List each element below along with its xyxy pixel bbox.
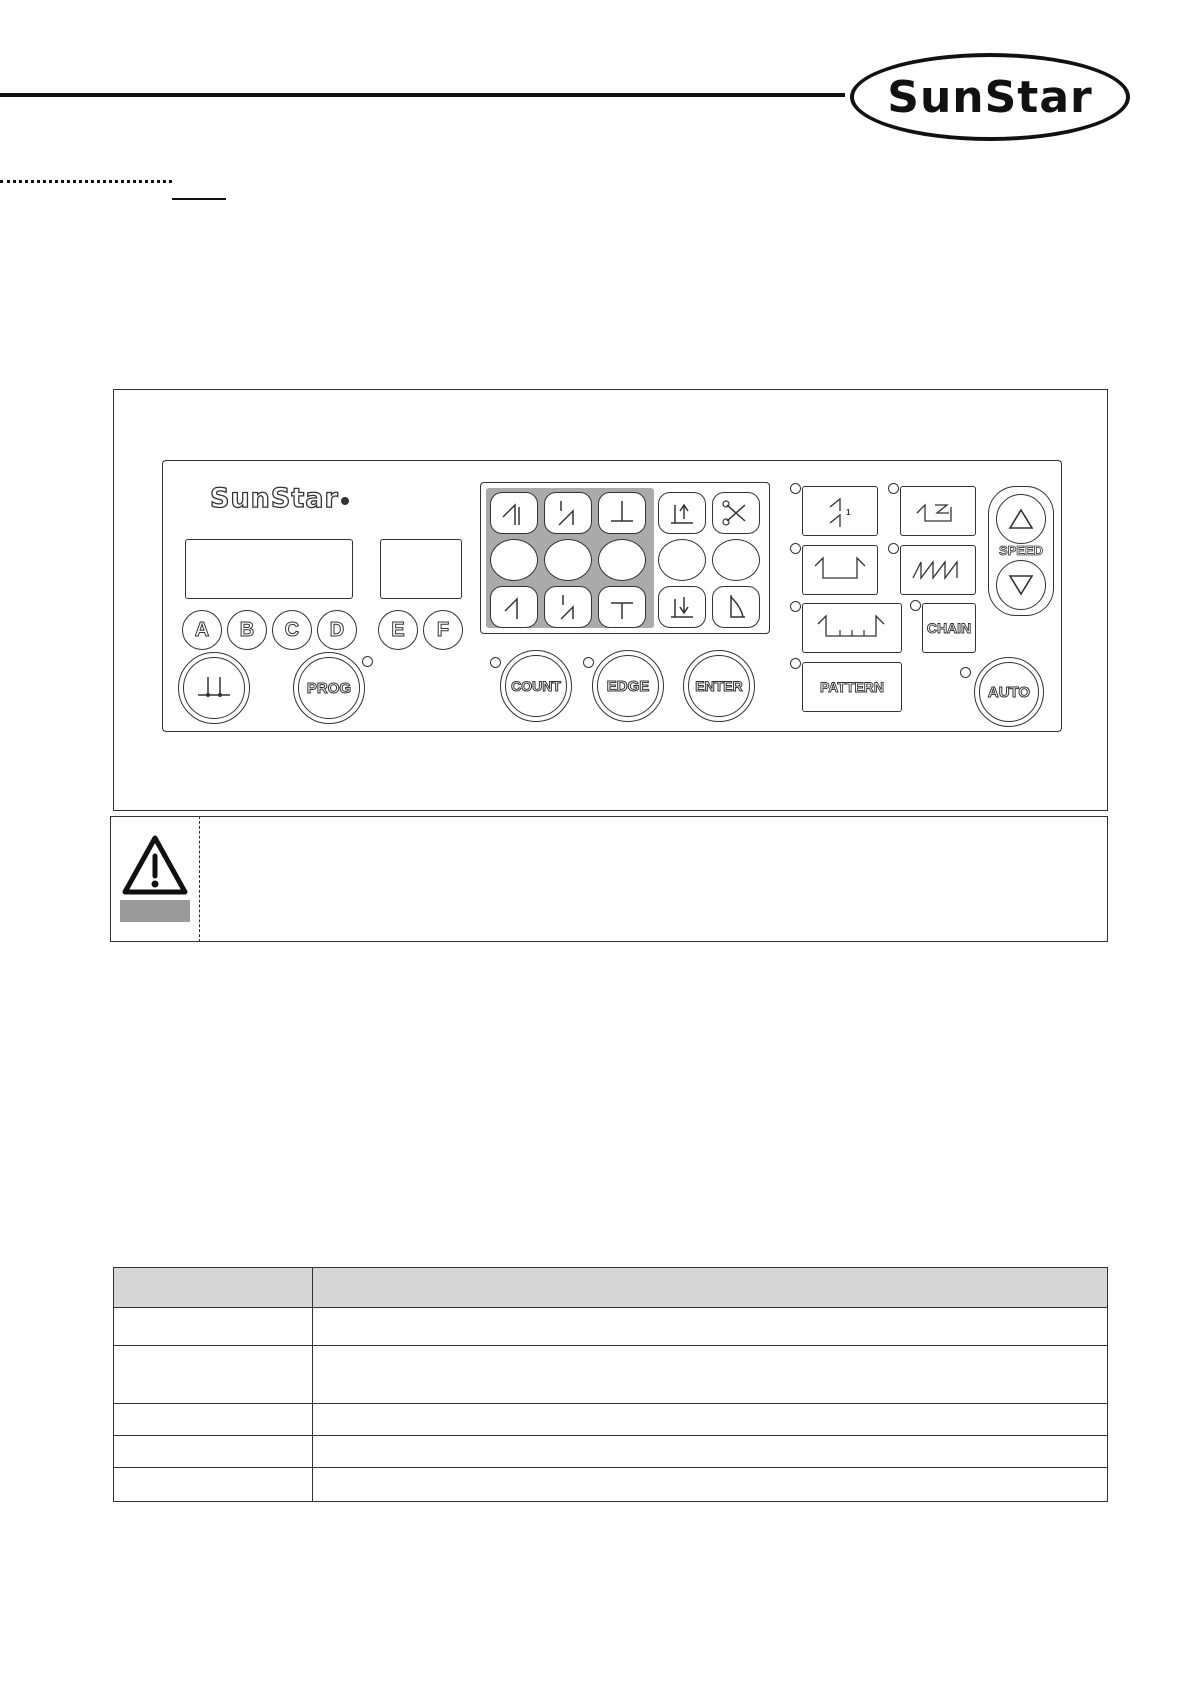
pattern-continuous-icon (905, 550, 971, 590)
table-row (114, 1436, 1108, 1468)
table-header-row (114, 1268, 1108, 1308)
data-table (113, 1267, 1108, 1502)
table-row (114, 1308, 1108, 1346)
blank-key-1[interactable] (490, 539, 538, 581)
triangle-down-icon (1007, 573, 1035, 597)
sub-display (380, 539, 462, 599)
presser-foot-down-icon (665, 591, 699, 623)
table-header-cell (313, 1268, 1108, 1308)
table-row (114, 1404, 1108, 1436)
presser-foot-up-key[interactable] (658, 492, 706, 534)
pattern-key-continuous[interactable] (900, 545, 976, 595)
triangle-up-icon (1007, 507, 1035, 531)
panel-logo: SunStar (210, 483, 339, 514)
main-display (185, 539, 353, 599)
prog-led (362, 656, 373, 667)
needle-double-icon (192, 671, 236, 705)
button-f[interactable]: F (423, 610, 463, 650)
pattern-key-zigzag-box[interactable] (900, 486, 976, 536)
needle-up-icon (605, 591, 639, 623)
needle-down-icon (605, 497, 639, 529)
caution-label-bar (120, 900, 190, 922)
table-cell (114, 1404, 313, 1436)
auto-led (960, 667, 971, 678)
section-underline (172, 198, 226, 200)
speed-down-button[interactable] (996, 560, 1046, 610)
pattern-led-3 (790, 601, 801, 612)
blank-key-3[interactable] (598, 539, 646, 581)
button-a[interactable]: A (182, 610, 222, 650)
table-cell (114, 1346, 313, 1404)
needle-down-key[interactable] (598, 492, 646, 534)
needle-up-key[interactable] (598, 586, 646, 628)
blank-key-4[interactable] (658, 539, 706, 581)
count-led (490, 657, 501, 668)
needle-position-button[interactable] (178, 652, 250, 724)
table-cell (114, 1468, 313, 1502)
table-cell (313, 1308, 1108, 1346)
count-button[interactable] (500, 650, 572, 722)
start-backtack-key[interactable] (490, 492, 538, 534)
edge-led (583, 657, 594, 668)
thread-trim-key[interactable] (712, 492, 760, 534)
edge-label: EDGE (597, 655, 659, 717)
pattern-key-backtack-both[interactable] (802, 486, 878, 536)
button-c[interactable]: C (272, 610, 312, 650)
end-backtack-icon (551, 497, 585, 529)
start-backtack-single-key[interactable] (490, 586, 538, 628)
button-e[interactable]: E (378, 610, 418, 650)
pattern-led-1 (790, 483, 801, 494)
warning-triangle-icon (121, 834, 189, 896)
prog-label: PROG (298, 657, 360, 719)
enter-label: ENTER (688, 655, 750, 717)
pattern-led-5 (888, 483, 899, 494)
edge-button[interactable] (592, 650, 664, 722)
chain-led (910, 600, 921, 611)
enter-button[interactable] (683, 650, 755, 722)
start-backtack-icon (497, 497, 531, 529)
pattern-key-square[interactable] (802, 545, 878, 595)
count-label: COUNT (505, 655, 567, 717)
prog-button[interactable] (293, 652, 365, 724)
start-backtack-single-icon (497, 591, 531, 623)
pattern-backtack-both-icon (816, 491, 864, 531)
sunstar-logo (850, 53, 1130, 141)
auto-label: AUTO (979, 662, 1039, 722)
table-row (114, 1468, 1108, 1502)
end-backtack-single-icon (551, 591, 585, 623)
pattern-square-icon (809, 550, 871, 590)
presser-foot-up-icon (665, 497, 699, 529)
pattern-multi-icon (810, 608, 894, 648)
button-d[interactable]: D (317, 610, 357, 650)
table-row (114, 1346, 1108, 1404)
header-rule (0, 93, 845, 97)
table-header-cell (114, 1268, 313, 1308)
table-cell (114, 1436, 313, 1468)
pattern-button[interactable]: PATTERN (802, 662, 902, 712)
speed-up-button[interactable] (996, 494, 1046, 544)
pattern-zigzag-box-icon (907, 491, 969, 531)
end-backtack-key[interactable] (544, 492, 592, 534)
pattern-led-2 (790, 543, 801, 554)
button-b[interactable]: B (227, 610, 267, 650)
scissors-icon (719, 497, 753, 529)
slow-start-icon (719, 591, 753, 623)
table-cell (313, 1468, 1108, 1502)
end-backtack-single-key[interactable] (544, 586, 592, 628)
table-cell (313, 1404, 1108, 1436)
section-dotted-leader (0, 180, 172, 183)
svg-text:1: 1 (846, 508, 851, 517)
logo-dot (341, 497, 349, 505)
blank-key-2[interactable] (544, 539, 592, 581)
presser-foot-down-key[interactable] (658, 586, 706, 628)
slow-start-key[interactable] (712, 586, 760, 628)
pattern-led-4 (790, 658, 801, 669)
chain-button[interactable]: CHAIN (922, 603, 976, 653)
caution-divider (199, 816, 200, 942)
caution-box (110, 816, 1108, 942)
logo-text: SunStar (887, 71, 1093, 123)
pattern-led-6 (888, 543, 899, 554)
pattern-key-multi[interactable] (802, 603, 902, 653)
speed-label: SPEED (998, 543, 1044, 558)
table-cell (313, 1346, 1108, 1404)
table-cell (313, 1436, 1108, 1468)
auto-button[interactable] (974, 657, 1044, 727)
blank-key-5[interactable] (712, 539, 760, 581)
table-cell (114, 1308, 313, 1346)
